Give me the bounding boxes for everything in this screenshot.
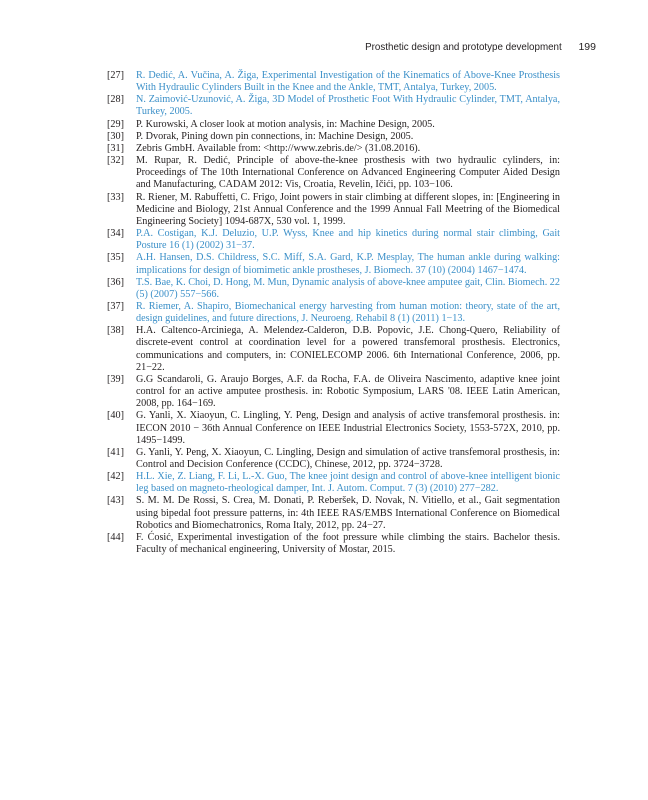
reference-text: P. Dvorak, Pining down pin connections, in: Machine Design, 2005. [136,130,414,142]
reference-item [107,228,560,252]
reference-text: M. Rupar, R. Dedić, Principle of above-the-knee prosthesis with two hydraulic cylinders, in: Proceedings of The 10th International Conference on Advanced Engineering Computer Aided Design and Manufacturing, CADAM 2012: Vis, Croatia, Revelin, Ičići, pp. 103−106. [136,155,560,191]
page-number: 199 [578,41,596,53]
reference-number: [40] [107,410,124,422]
reference-number: [36] [107,276,124,288]
running-title: Prosthetic design and prototype development [365,42,562,53]
reference-text: G. Yanli, Y. Peng, X. Xiaoyun, C. Lingling, Design and simulation of active transfemoral prosthesis, in: Control and Decision Conference (CCDC), Chinese, 2012, pp. 3724−3728. [136,446,560,470]
reference-number: [35] [107,252,124,264]
reference-list [107,70,560,556]
reference-number: [33] [107,191,124,203]
reference-number: [41] [107,446,124,458]
reference-item [107,119,560,131]
reference-item [107,374,560,410]
reference-text: F. Ćosić, Experimental investigation of the foot pressure while climbing the stairs. Bachelor thesis. Faculty of mechanical engineering, University of Mostar, 2015. [136,531,560,556]
reference-link[interactable]: T.S. Bae, K. Choi, D. Hong, M. Mun, Dynamic analysis of above-knee amputee gait, Clin. Biomech. 22 (5) (2007) 557−566. [136,276,560,300]
reference-number: [31] [107,142,124,154]
reference-item [107,471,560,495]
reference-text: S. M. M. De Rossi, S. Crea, M. Donati, P. Reberšek, D. Novak, N. Vitiello, et al., Gait segmentation using bipedal foot pressure patterns, in: 4th IEEE RAS/EMBS International Conference on Biomedical Robotics and Biomechatronics, Roma Italy, 2012, pp. 24−27. [136,495,560,531]
reference-item [107,94,560,118]
reference-number: [43] [107,495,124,507]
reference-item [107,192,560,228]
reference-item [107,495,560,531]
reference-item [107,155,560,191]
reference-item [107,277,560,301]
reference-link[interactable]: R. Dedić, A. Vučina, A. Žiga, Experimental Investigation of the Kinematics of Above-Knee Prosthesis With Hydraulic Cylinders Built in the Knee and the Ankle, TMT, Antalya, Turkey, 2005. [136,70,560,94]
reference-number: [39] [107,373,124,385]
reference-number: [30] [107,130,124,142]
reference-item [107,70,560,94]
reference-item [107,131,560,143]
reference-number: [44] [107,531,124,543]
reference-item [107,252,560,276]
reference-item [107,325,560,374]
running-header [365,41,596,53]
reference-number: [38] [107,325,124,337]
reference-item [107,532,560,556]
reference-text: R. Riener, M. Rabuffetti, C. Frigo, Joint powers in stair climbing at different slopes, in: [Engineering in Medicine and Biology, 21st Annual Conference and the 1999 Annual Fall Meetring of the Biomedical Engineering Society] 1094-687X, 530 vol. 1, 1999. [136,191,560,227]
reference-link[interactable]: N. Zaimović-Uzunović, A. Žiga, 3D Model of Prosthetic Foot With Hydraulic Cylinder, TMT, Antalya, Turkey, 2005. [136,94,560,118]
reference-number: [32] [107,155,124,167]
reference-number: [42] [107,471,124,483]
reference-text: H.A. Caltenco-Arciniega, A. Melendez-Calderon, D.B. Popovic, J.E. Chong-Quero, Reliability of discrete-event control at coordination level for a powered transfemoral prosthesis. Electronics, communications and computers, in: CONIELECOMP 2006. 6th International Conference, 2006, pp. 21−22. [136,325,560,373]
reference-item [107,410,560,446]
reference-number: [34] [107,228,124,240]
reference-number: [27] [107,70,124,81]
reference-number: [37] [107,300,124,312]
reference-link[interactable]: P.A. Costigan, K.J. Deluzio, U.P. Wyss, Knee and hip kinetics during normal stair climbing, Gait Posture 16 (1) (2002) 31−37. [136,228,560,252]
reference-item [107,447,560,471]
reference-item [107,301,560,325]
reference-text: P. Kurowski, A closer look at motion analysis, in: Machine Design, 2005. [136,118,435,130]
reference-item [107,143,560,155]
reference-text: Zebris GmbH. Available from: <http://www.zebris.de/> (31.08.2016). [136,142,421,154]
reference-text: G.G Scandaroli, G. Araujo Borges, A.F. da Rocha, F.A. de Oliveira Nascimento, adaptive knee joint control for an active amputee prosthesis. in: Robotic Symposium, LARS '08. IEEE Latin American, 2008, pp. 164−169. [136,373,560,410]
reference-number: [28] [107,94,124,106]
reference-link[interactable]: A.H. Hansen, D.S. Childress, S.C. Miff, S.A. Gard, K.P. Mesplay, The human ankle during walking: implications for design of biomimetic ankle prostheses, J. Biomech. 37 (10) (2004) 1467−1474. [136,252,560,276]
reference-text: G. Yanli, X. Xiaoyun, C. Lingling, Y. Peng, Design and analysis of active transfemoral prosthesis. in: IECON 2010 − 36th Annual Conference on IEEE Industrial Electronics Society, 1553-572X, 2010, pp. 1495−1499. [136,410,560,446]
reference-number: [29] [107,118,124,130]
reference-link[interactable]: H.L. Xie, Z. Liang, F. Li, L.-X. Guo, The knee joint design and control of above-knee intelligent bionic leg based on magneto-rheological damper, Int. J. Autom. Comput. 7 (3) (2010) 277−282. [136,471,560,495]
reference-link[interactable]: R. Riemer, A. Shapiro, Biomechanical energy harvesting from human motion: theory, state of the art, design guidelines, and future directions, J. Neuroeng. Rehabil 8 (1) (2011) 1−13. [136,300,560,325]
